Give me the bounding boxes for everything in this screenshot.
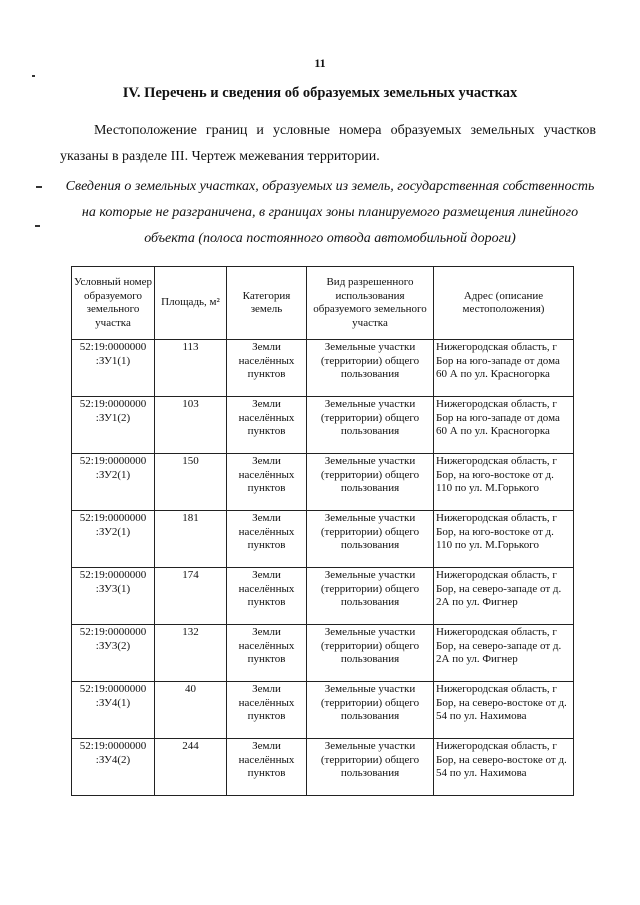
- cell-use: Земельные участки (территории) общего пользования: [307, 568, 434, 625]
- cell-address: Нижегородская область, г Бор, на северо-востоке от д. 54 по ул. Нахимова: [434, 739, 574, 796]
- intro-paragraph: Местоположение границ и условные номера образуемых земельных участков указаны в разделе III. Чертеж межевания территории.: [60, 123, 596, 164]
- table-row: [72, 568, 574, 625]
- cell-category: Земли населённых пунктов: [227, 340, 307, 397]
- table-row: [72, 625, 574, 682]
- cell-use: Земельные участки (территории) общего пользования: [307, 454, 434, 511]
- table-row: [72, 340, 574, 397]
- scan-mark: [35, 225, 40, 227]
- cell-area: 132: [155, 625, 227, 682]
- table-row: [72, 739, 574, 796]
- cell-area: 40: [155, 682, 227, 739]
- table-row: [72, 682, 574, 739]
- table-row: [72, 454, 574, 511]
- table-row: [72, 511, 574, 568]
- cell-category: Земли населённых пунктов: [227, 682, 307, 739]
- cell-use: Земельные участки (территории) общего пользования: [307, 340, 434, 397]
- italic-note: Сведения о земельных участках, образуемых из земель, государственная собственность на которые не разграничена, в границах зоны планируемого размещения линейного объекта (полоса постоянного отвода автомобильной дороги): [65, 179, 595, 246]
- cell-address: Нижегородская область, г Бор, на юго-востоке от д. 110 по ул. М.Горького: [434, 511, 574, 568]
- cell-number: 52:19:0000000 :ЗУ2(1): [72, 454, 155, 511]
- cell-category: Земли населённых пунктов: [227, 397, 307, 454]
- cell-category: Земли населённых пунктов: [227, 454, 307, 511]
- cell-number: 52:19:0000000 :ЗУ1(2): [72, 397, 155, 454]
- cell-address: Нижегородская область, г Бор на юго-западе от дома 60 А по ул. Красногорка: [434, 397, 574, 454]
- cell-number: 52:19:0000000 :ЗУ3(1): [72, 568, 155, 625]
- cell-address: Нижегородская область, г Бор, на северо-востоке от д. 54 по ул. Нахимова: [434, 682, 574, 739]
- parcels-table: [71, 266, 574, 796]
- table-header-row: [72, 267, 574, 340]
- table-row: [72, 397, 574, 454]
- cell-area: 181: [155, 511, 227, 568]
- cell-use: Земельные участки (территории) общего пользования: [307, 511, 434, 568]
- section-heading: IV. Перечень и сведения об образуемых земельных участках: [122, 85, 518, 101]
- cell-address: Нижегородская область, г Бор, на юго-востоке от д. 110 по ул. М.Горького: [434, 454, 574, 511]
- cell-use: Земельные участки (территории) общего пользования: [307, 739, 434, 796]
- cell-use: Земельные участки (территории) общего пользования: [307, 625, 434, 682]
- cell-category: Земли населённых пунктов: [227, 511, 307, 568]
- cell-category: Земли населённых пунктов: [227, 568, 307, 625]
- scan-mark: [32, 75, 35, 77]
- cell-use: Земельные участки (территории) общего пользования: [307, 397, 434, 454]
- cell-area: 113: [155, 340, 227, 397]
- cell-address: Нижегородская область, г Бор на юго-западе от дома 60 А по ул. Красногорка: [434, 340, 574, 397]
- cell-number: 52:19:0000000 :ЗУ4(1): [72, 682, 155, 739]
- cell-area: 244: [155, 739, 227, 796]
- cell-use: Земельные участки (территории) общего пользования: [307, 682, 434, 739]
- cell-number: 52:19:0000000 :ЗУ1(1): [72, 340, 155, 397]
- cell-category: Земли населённых пунктов: [227, 625, 307, 682]
- header-use: Вид разрешенного использования образуемого земельного участка: [307, 267, 434, 340]
- scan-mark: [36, 186, 42, 188]
- cell-number: 52:19:0000000 :ЗУ4(2): [72, 739, 155, 796]
- header-address: Адрес (описание местоположения): [434, 267, 574, 340]
- header-number: Условный номер образуемого земельного участка: [72, 267, 155, 340]
- cell-number: 52:19:0000000 :ЗУ3(2): [72, 625, 155, 682]
- cell-number: 52:19:0000000 :ЗУ2(1): [72, 511, 155, 568]
- cell-address: Нижегородская область, г Бор, на северо-западе от д. 2А по ул. Фигнер: [434, 625, 574, 682]
- header-area: Площадь, м²: [155, 267, 227, 340]
- page-number: 11: [314, 56, 326, 70]
- header-category: Категория земель: [227, 267, 307, 340]
- cell-area: 174: [155, 568, 227, 625]
- cell-address: Нижегородская область, г Бор, на северо-западе от д. 2А по ул. Фигнер: [434, 568, 574, 625]
- cell-area: 150: [155, 454, 227, 511]
- cell-area: 103: [155, 397, 227, 454]
- cell-category: Земли населённых пунктов: [227, 739, 307, 796]
